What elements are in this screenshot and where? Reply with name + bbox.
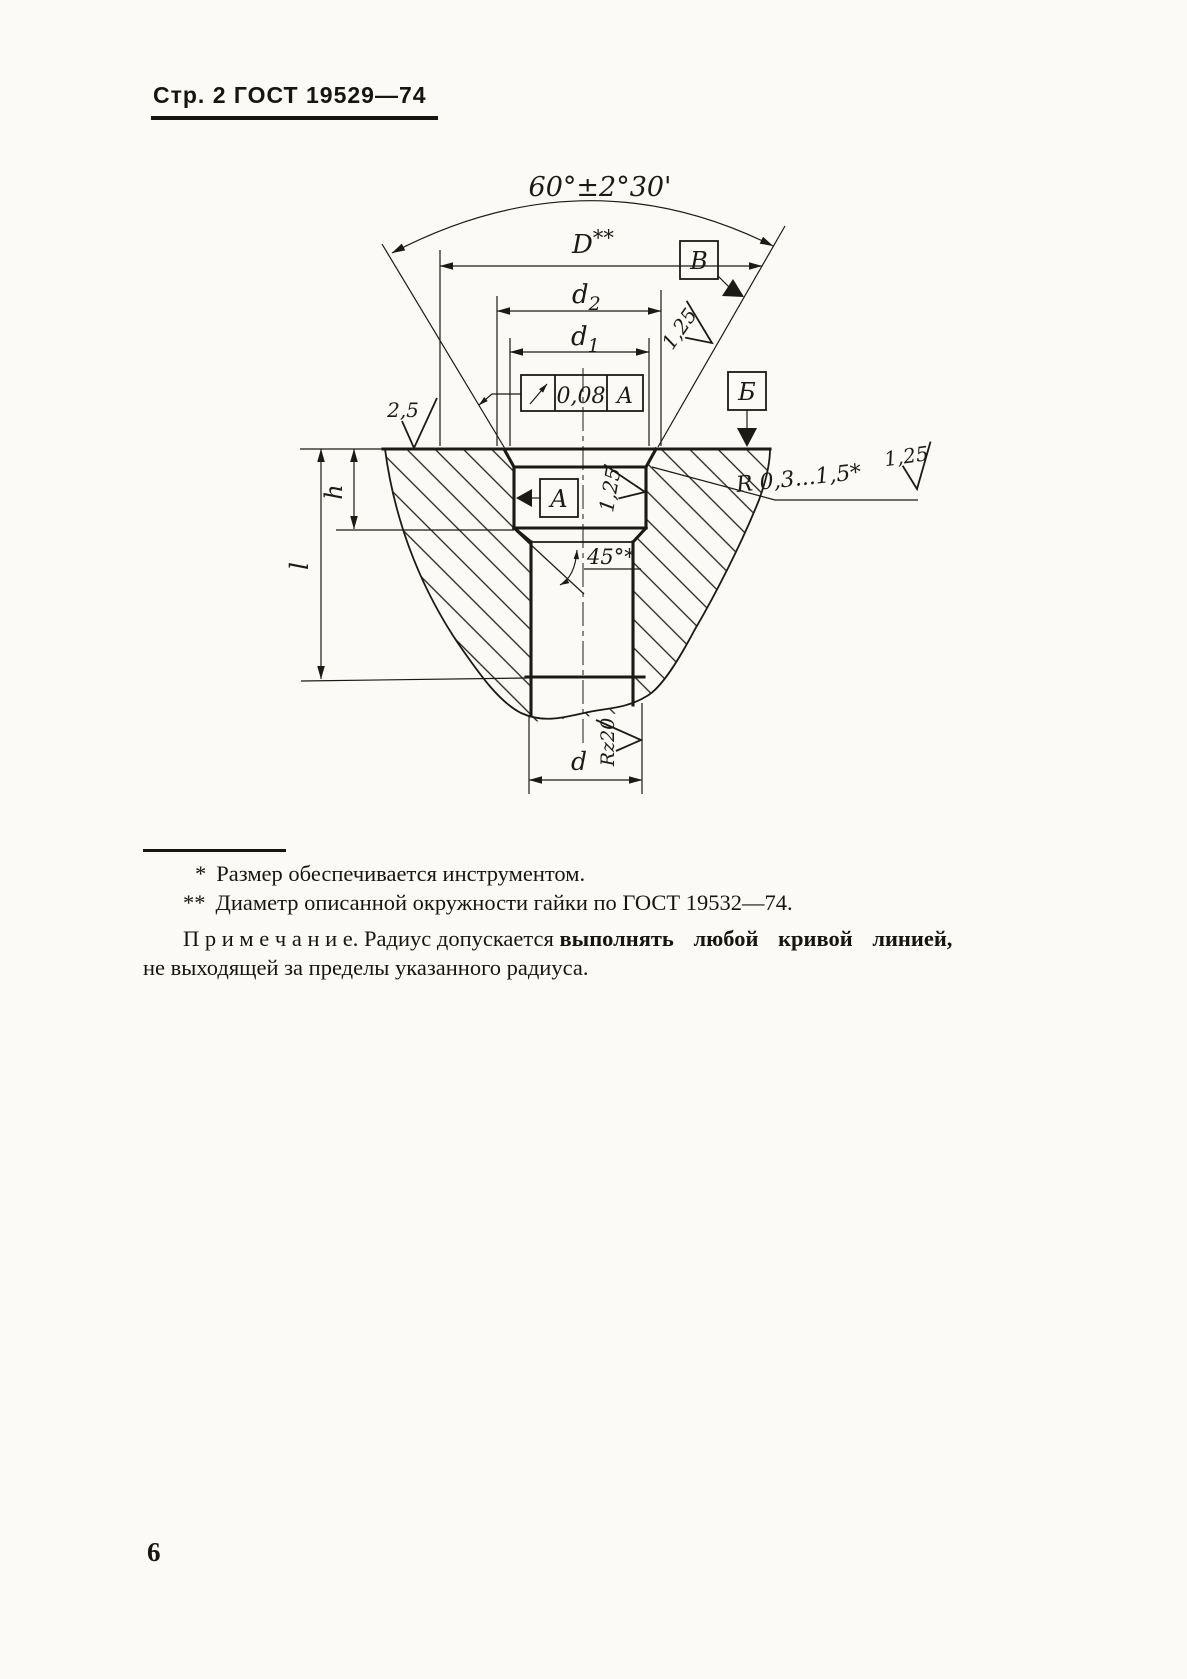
page-number: 6 [147, 1537, 161, 1567]
note-line-2: не выходящей за пределы указанного радиуса. [143, 955, 589, 980]
chamfer-label: 45°* [587, 545, 635, 569]
page-header: Стр. 2 ГОСТ 19529—74 [153, 82, 427, 108]
roughness-radius [883, 441, 937, 493]
tolerance-datum-ref: А [616, 384, 634, 409]
dimension-D [440, 226, 762, 446]
note-label: П р и м е ч а н и е. [183, 926, 359, 951]
label-D: D** [572, 226, 614, 260]
tolerance-value: 0,08 [556, 384, 606, 409]
datum-A-label: А [549, 485, 569, 513]
roughness-cone [657, 300, 724, 367]
label-h: h [320, 484, 348, 500]
roughness-radius-label: 1,25 [882, 441, 931, 472]
datum-A [516, 479, 578, 517]
roughness-top-surface-label: 2,5 [387, 398, 419, 422]
datum-V [680, 241, 744, 297]
angle-label: 60°±2°30' [528, 172, 672, 203]
roughness-cone-label: 1,25 [656, 303, 702, 354]
label-l: l [285, 562, 314, 570]
footnote-2 [143, 889, 1083, 917]
footnote-2-text: Диаметр описанной окружности гайки по ГОСТ 19532—74. [215, 890, 793, 915]
datum-V-label: В [690, 247, 708, 275]
footnote-2-marker: ** [183, 890, 206, 915]
footnote-1 [143, 860, 1095, 888]
radius-label: R 0,3...1,5* [735, 459, 863, 498]
dimension-d2 [497, 280, 661, 446]
footnote-rule [143, 849, 286, 852]
chamfer-annotation [516, 531, 641, 594]
footnote-1-text: Размер обеспечивается инструментом. [216, 861, 586, 886]
datum-B-label: Б [738, 378, 756, 406]
label-d1: $d_1$ [571, 322, 600, 357]
roughness-hole-label: Rz20 [597, 717, 619, 767]
roughness-bore [594, 464, 648, 518]
note-text-bold: выполнять любой кривой линией, [559, 926, 953, 951]
footnote-1-marker: * [195, 861, 207, 886]
runout-arrow-icon [530, 384, 547, 404]
label-d: d [570, 747, 588, 776]
roughness-hole [596, 718, 641, 768]
roughness-top-surface [386, 398, 437, 448]
roughness-bore-label: 1,25 [594, 465, 626, 514]
tolerance-frame [479, 375, 643, 411]
note-text-regular: Радиус допускается [364, 926, 554, 951]
note-line-1 [143, 925, 1083, 953]
label-d2: $d_2$ [572, 280, 601, 315]
datum-B [728, 372, 766, 447]
